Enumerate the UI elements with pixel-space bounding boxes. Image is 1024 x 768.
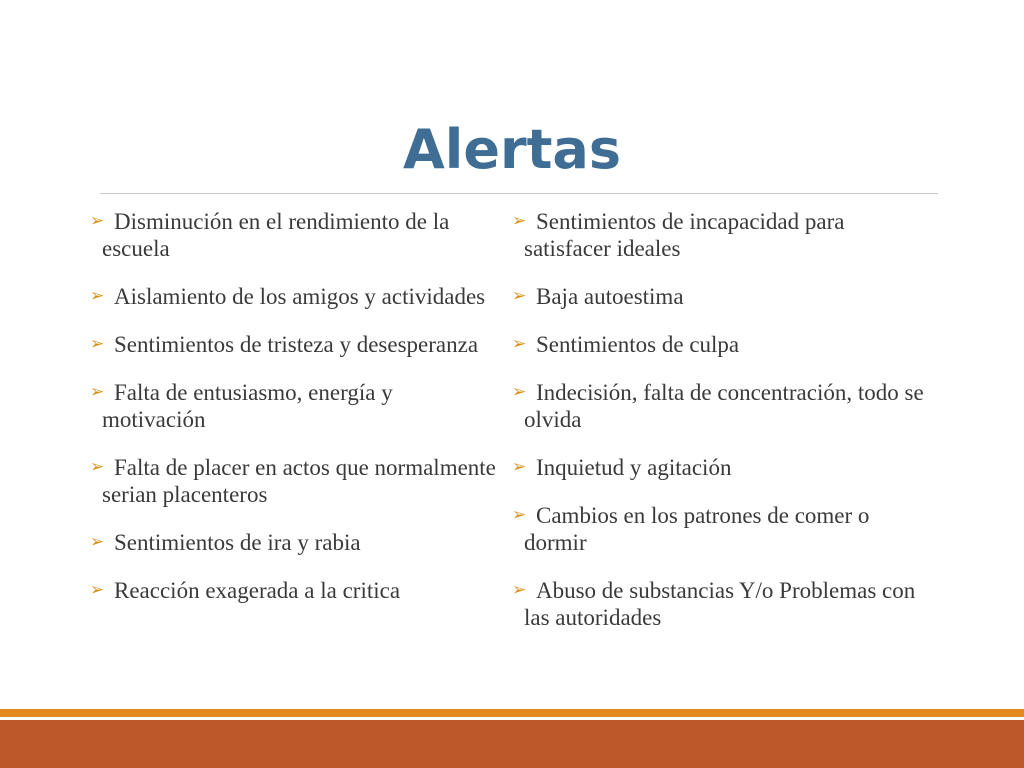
list-item — [90, 454, 500, 508]
list-item-text: Cambios en los patrones de comer o dormir — [524, 503, 870, 555]
list-item-text: Falta de entusiasmo, energía y motivación — [102, 380, 393, 432]
list-item-text: Indecisión, falta de concentración, todo se olvida — [524, 380, 924, 432]
arrow-bullet-icon: ➢ — [90, 580, 105, 600]
list-item-text: Abuso de substancias Y/o Problemas con las autoridades — [524, 578, 916, 630]
arrow-bullet-icon: ➢ — [90, 532, 105, 552]
list-item — [90, 331, 500, 358]
footer-band — [0, 720, 1024, 768]
list-item — [512, 331, 932, 358]
list-item-text: Sentimientos de ira y rabia — [114, 530, 361, 555]
arrow-bullet-icon: ➢ — [512, 334, 527, 354]
arrow-bullet-icon: ➢ — [512, 457, 527, 477]
list-item — [512, 208, 932, 262]
list-item-text: Sentimientos de tristeza y desesperanza — [114, 332, 479, 357]
right-bullet-list — [512, 208, 932, 652]
list-item-text: Inquietud y agitación — [536, 455, 732, 480]
list-item — [90, 283, 500, 310]
footer-accent-stripe — [0, 709, 1024, 717]
arrow-bullet-icon: ➢ — [512, 580, 527, 600]
list-item-text: Disminución en el rendimiento de la escuela — [102, 209, 450, 261]
arrow-bullet-icon: ➢ — [512, 505, 527, 525]
arrow-bullet-icon: ➢ — [90, 382, 105, 402]
title-divider — [100, 193, 938, 194]
arrow-bullet-icon: ➢ — [90, 334, 105, 354]
list-item-text: Sentimientos de incapacidad para satisfacer ideales — [524, 209, 845, 261]
list-item-text: Baja autoestima — [536, 284, 684, 309]
list-item-text: Reacción exagerada a la critica — [114, 578, 401, 603]
arrow-bullet-icon: ➢ — [90, 457, 105, 477]
arrow-bullet-icon: ➢ — [512, 211, 527, 231]
list-item-text: Falta de placer en actos que normalmente serian placenteros — [102, 455, 496, 507]
list-item — [512, 454, 932, 481]
arrow-bullet-icon: ➢ — [90, 286, 105, 306]
list-item — [512, 502, 932, 556]
list-item — [90, 529, 500, 556]
slide-title: Alertas — [403, 118, 621, 181]
arrow-bullet-icon: ➢ — [512, 382, 527, 402]
arrow-bullet-icon: ➢ — [90, 211, 105, 231]
list-item — [512, 577, 932, 631]
list-item-text: Sentimientos de culpa — [536, 332, 740, 357]
list-item-text: Aislamiento de los amigos y actividades — [114, 284, 486, 309]
list-item — [90, 577, 500, 604]
left-bullet-list — [90, 208, 500, 625]
list-item — [90, 208, 500, 262]
list-item — [512, 283, 932, 310]
arrow-bullet-icon: ➢ — [512, 286, 527, 306]
list-item — [90, 379, 500, 433]
list-item — [512, 379, 932, 433]
